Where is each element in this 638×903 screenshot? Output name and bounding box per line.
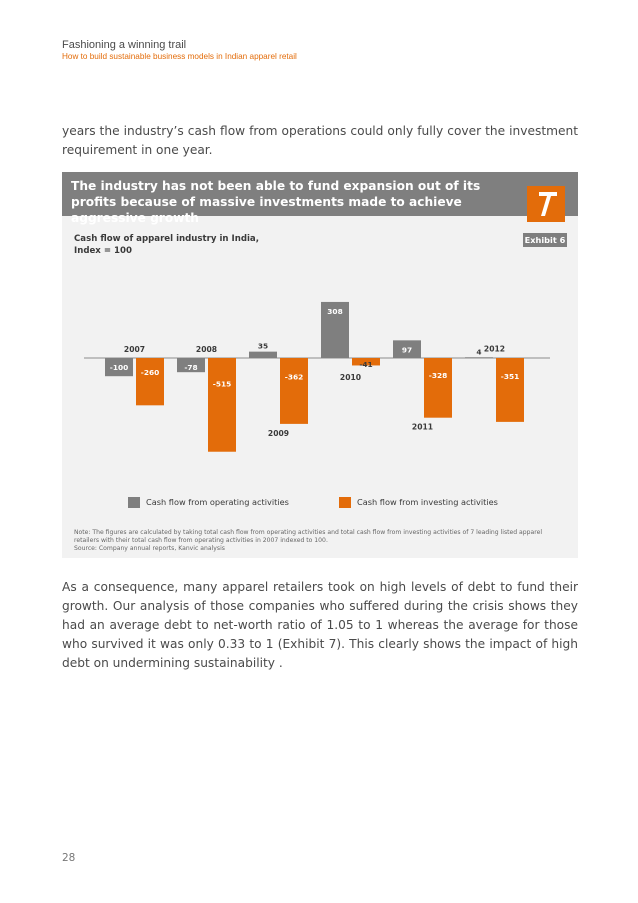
data-label-investing-2008: -515 xyxy=(212,379,232,389)
legend-investing-label: Cash flow from investing activities xyxy=(357,497,498,507)
exhibit-badge: Exhibit 6 xyxy=(524,235,566,245)
legend-operating xyxy=(128,497,289,508)
year-label-2008: 2008 xyxy=(195,345,218,354)
data-label-investing-2007: -260 xyxy=(140,367,160,377)
legend-operating-swatch xyxy=(128,497,140,508)
legend-investing-swatch xyxy=(339,497,351,508)
data-label-operating-2011: 97 xyxy=(401,345,413,355)
exhibit-note xyxy=(74,529,569,552)
data-label-operating-2008: -78 xyxy=(184,363,198,372)
bar-investing-2008 xyxy=(208,358,236,452)
data-label-investing-2010: -41 xyxy=(359,360,373,369)
page-number: 28 xyxy=(62,852,76,864)
year-label-2011: 2011 xyxy=(411,422,434,432)
cash-flow-chart xyxy=(62,172,578,492)
note-text: Note: The figures are calculated by taking total cash flow from operating activities and total cash flow from investing activities of 7 leading listed apparel retailers with their total cash flow from operating activities in 2007 indexed to 100. xyxy=(74,529,543,544)
year-label-2012: 2012 xyxy=(483,344,506,354)
data-label-investing-2011: -328 xyxy=(428,370,448,380)
source-text: Source: Company annual reports, Kanvic analysis xyxy=(74,544,225,552)
data-label-operating-2012: 4 xyxy=(476,347,482,357)
legend-investing xyxy=(339,497,498,508)
year-label-2007: 2007 xyxy=(123,345,146,354)
bar-investing-2007 xyxy=(136,358,164,405)
bar-investing-2009 xyxy=(280,358,308,424)
exhibit-6 xyxy=(62,172,578,558)
data-label-investing-2009: -362 xyxy=(284,372,304,382)
bar-operating-2012 xyxy=(465,357,493,358)
paragraph-consequence: As a consequence, many apparel retailers took on high levels of debt to fund their growth. Our analysis of those companies who suffered during the crisis shows they had an average debt to net-worth ratio of 1.05 to 1 whereas the average for those who survived it was only 0.33 to 1 (Exhibit 7). This clearly shows the impact of high debt on undermining sustainability . xyxy=(62,580,578,670)
exhibit-headline: The industry has not been able to fund expansion out of its profits because of massive investments made to achieve aggressive growth xyxy=(71,179,481,225)
bar-operating-2009 xyxy=(249,352,277,358)
header-subtitle: How to build sustainable business models in Indian apparel retail xyxy=(62,52,297,61)
data-label-operating-2010: 308 xyxy=(327,306,343,316)
year-label-2010: 2010 xyxy=(339,373,362,382)
data-label-operating-2007: -100 xyxy=(109,363,129,372)
chart-title: Cash flow of apparel industry in India, Index = 100 xyxy=(74,234,259,256)
bar-investing-2011 xyxy=(424,358,452,418)
header-title: Fashioning a winning trail xyxy=(62,39,187,51)
data-label-operating-2009: 35 xyxy=(257,341,269,351)
bar-investing-2012 xyxy=(496,358,524,422)
paragraph-intro: years the industry’s cash flow from operations could only fully cover the investment requirement in one year. xyxy=(62,124,578,157)
year-label-2009: 2009 xyxy=(267,428,290,438)
legend-operating-label: Cash flow from operating activities xyxy=(146,497,289,507)
data-label-investing-2012: -351 xyxy=(500,371,520,381)
